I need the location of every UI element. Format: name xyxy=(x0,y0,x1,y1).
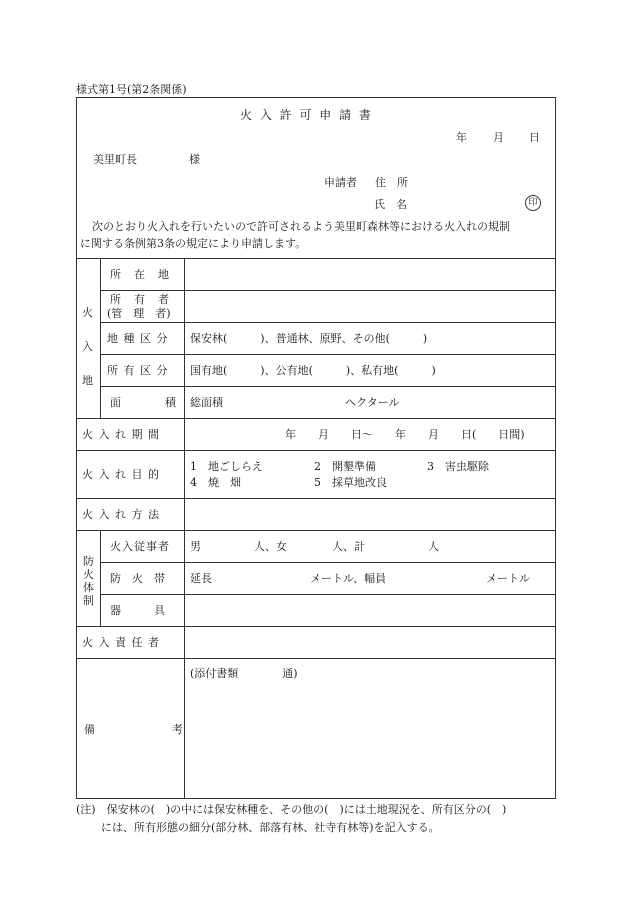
firebreak-length: 延長 xyxy=(190,572,212,585)
applicant-address-label: 住 所 xyxy=(375,176,408,189)
note-line1: (注) 保安林の( )の中には保安林種を、その他の( )には土地現況を、所有区分の( ) xyxy=(76,803,507,816)
label-responsible: 火 入 責 任 者 xyxy=(82,636,160,649)
statement-line2: に関する条例第3条の規定により申請します。 xyxy=(80,237,307,250)
grid-line xyxy=(76,530,556,531)
label-area: 面 積 xyxy=(110,396,176,409)
attachments-text: (添付書類 通) xyxy=(190,667,298,680)
workers-female: 人、女 xyxy=(254,540,287,553)
label-land-type: 地 種 区 分 xyxy=(107,332,169,345)
section-fire-site: 火 入 地 xyxy=(82,306,93,387)
grid-line xyxy=(100,530,101,626)
grid-line xyxy=(100,354,556,355)
label-owner: 所 有 者 xyxy=(110,293,170,306)
grid-line xyxy=(100,386,556,387)
workers-male: 男 xyxy=(190,540,201,553)
purpose-option-2[interactable]: 2 開墾準備 xyxy=(314,460,376,473)
label-equipment: 器 具 xyxy=(110,604,165,617)
input-owner[interactable] xyxy=(186,292,554,320)
label-method: 火 入 れ 方 法 xyxy=(82,508,160,521)
purpose-option-1[interactable]: 1 地ごしらえ xyxy=(190,460,263,473)
grid-line xyxy=(76,418,556,419)
date-month: 月 xyxy=(493,131,504,144)
purpose-option-3[interactable]: 3 害虫駆除 xyxy=(427,460,489,473)
seal-mark: 印 xyxy=(525,195,541,211)
input-equipment[interactable] xyxy=(186,596,554,624)
label-firebreak: 防 火 帯 xyxy=(110,572,165,585)
addressee-name: 美里町長 xyxy=(93,153,137,166)
label-ownership-type: 所 有 区 分 xyxy=(107,364,169,377)
value-area-unit: ヘクタール xyxy=(345,396,400,409)
applicant-name-label: 氏 名 xyxy=(374,198,407,211)
purpose-option-5[interactable]: 5 採草地改良 xyxy=(314,476,387,489)
value-period[interactable]: 年 月 日〜 年 月 日( 日間) xyxy=(285,428,525,441)
firebreak-unit: メートル xyxy=(486,572,530,585)
form-title: 火 入 許 可 申 請 書 xyxy=(240,108,373,122)
input-location[interactable] xyxy=(186,260,554,288)
section-fire-prevention: 防火体制 xyxy=(83,555,94,607)
form-number: 様式第1号(第2条関係) xyxy=(76,83,187,96)
grid-line xyxy=(184,258,185,799)
value-land-type[interactable]: 保安林( )、普通林、原野、その他( ) xyxy=(190,332,428,345)
input-method[interactable] xyxy=(186,500,554,528)
input-remarks[interactable] xyxy=(186,686,554,796)
grid-line xyxy=(100,594,556,595)
grid-line xyxy=(100,562,556,563)
label-workers: 火入従事者 xyxy=(110,540,170,553)
grid-line xyxy=(76,658,556,659)
workers-unit: 人 xyxy=(428,540,439,553)
grid-line xyxy=(76,626,556,627)
purpose-option-4[interactable]: 4 焼 畑 xyxy=(190,476,241,489)
label-location: 所 在 地 xyxy=(110,268,170,281)
addressee-honorific: 様 xyxy=(189,153,200,166)
firebreak-width: メートル、幅員 xyxy=(310,572,387,585)
grid-line xyxy=(76,258,556,259)
label-purpose: 火 入 れ 目 的 xyxy=(82,468,160,481)
label-remarks: 備 考 xyxy=(84,723,183,736)
grid-line xyxy=(100,290,556,291)
grid-line xyxy=(76,450,556,451)
applicant-prefix: 申請者 xyxy=(324,176,357,189)
value-ownership-type[interactable]: 国有地( )、公有地( )、私有地( ) xyxy=(190,364,436,377)
date-year: 年 xyxy=(456,131,467,144)
note-line2: には、所有形態の細分(部分林、部落有林、社寺有林等)を記入する。 xyxy=(101,821,440,834)
date-day: 日 xyxy=(529,131,540,144)
grid-line xyxy=(76,498,556,499)
input-responsible[interactable] xyxy=(186,628,554,656)
label-period: 火 入 れ 期 間 xyxy=(82,428,160,441)
statement-line1: 次のとおり火入れを行いたいので許可されるよう美里町森林等における火入れの規制 xyxy=(92,220,510,233)
grid-line xyxy=(100,258,101,418)
value-area-total: 総面積 xyxy=(190,396,223,409)
label-manager: (管 理 者) xyxy=(107,307,171,320)
workers-total: 人、計 xyxy=(332,540,365,553)
grid-line xyxy=(100,322,556,323)
